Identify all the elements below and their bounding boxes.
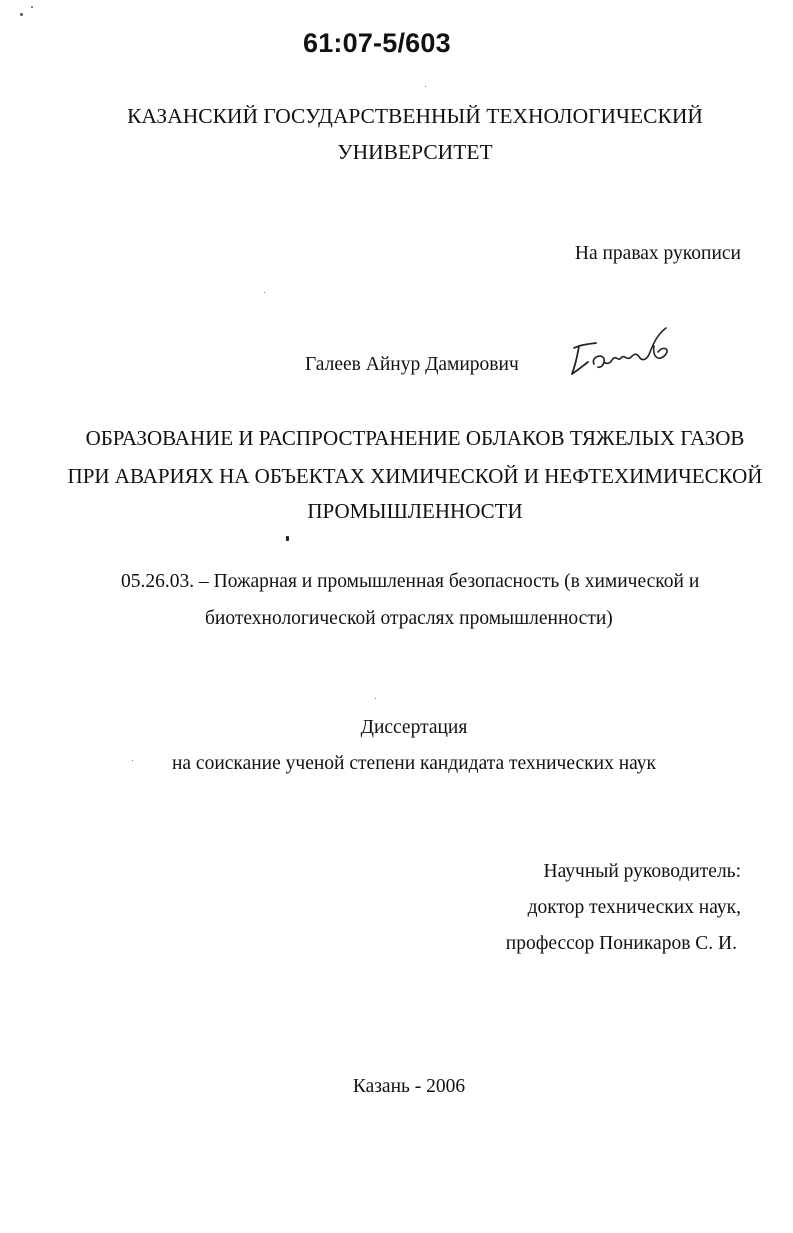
specialty-line2: биотехнологической отраслях промышленности) <box>205 608 613 629</box>
specialty-line1: 05.26.03. – Пожарная и промышленная безопасность (в химической и <box>121 571 700 592</box>
scan-speck <box>375 698 376 699</box>
advisor-name: профессор Поникаров С. И. <box>505 933 737 954</box>
scan-speck <box>286 536 289 541</box>
scan-speck <box>425 86 426 87</box>
thesis-title-line2: ПРИ АВАРИЯХ НА ОБЪЕКТАХ ХИМИЧЕСКОЙ И НЕФТЕХИМИЧЕСКОЙ <box>67 464 763 488</box>
advisor-degree: доктор технических наук, <box>527 897 741 918</box>
scan-speck <box>31 6 33 8</box>
thesis-title-line3: ПРОМЫШЛЕННОСТИ <box>307 499 523 523</box>
author-name: Галеев Айнур Дамирович <box>305 354 519 375</box>
dissertation-label: Диссертация <box>360 717 468 738</box>
rights-note: На правах рукописи <box>574 243 741 264</box>
scan-speck <box>20 13 23 16</box>
university-name-line1: КАЗАНСКИЙ ГОСУДАРСТВЕННЫЙ ТЕХНОЛОГИЧЕСКИЙ <box>127 104 703 128</box>
thesis-title-line1: ОБРАЗОВАНИЕ И РАСПРОСТРАНЕНИЕ ОБЛАКОВ ТЯЖЕЛЫХ ГАЗОВ <box>85 426 745 450</box>
advisor-label: Научный руководитель: <box>543 861 741 882</box>
author-signature <box>566 318 686 382</box>
scan-speck <box>132 760 133 761</box>
degree-description: на соискание ученой степени кандидата технических наук <box>171 753 657 774</box>
scan-speck <box>264 292 265 293</box>
university-name-line2: УНИВЕРСИТЕТ <box>337 140 493 164</box>
city-year: Казань - 2006 <box>352 1076 466 1097</box>
catalog-number: 61:07-5/603 <box>303 28 451 58</box>
